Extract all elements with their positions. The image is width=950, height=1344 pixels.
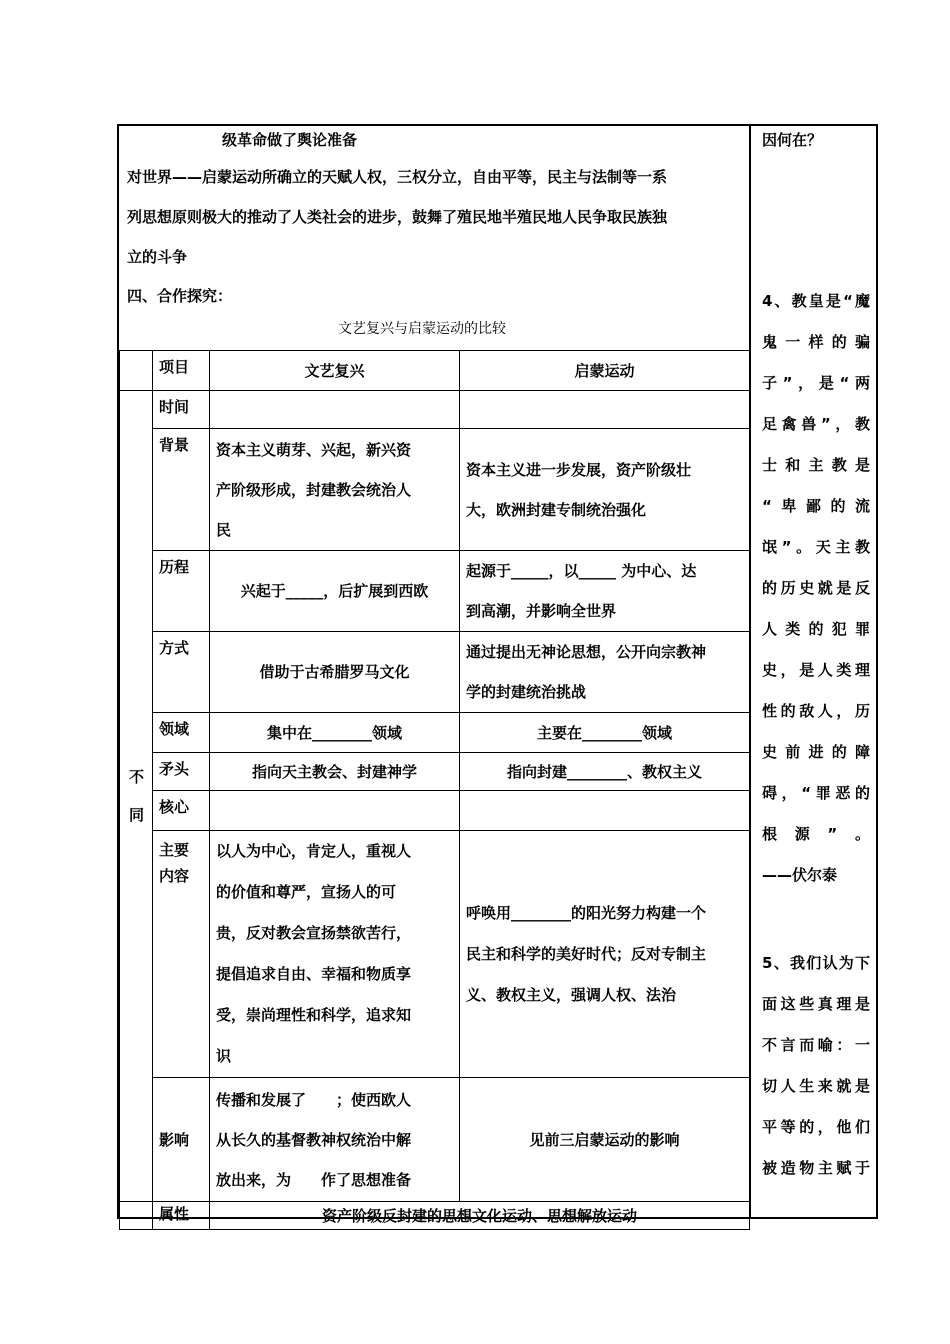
label-process: 历程: [153, 551, 210, 632]
intro-line-1: 级革命做了舆论准备: [222, 131, 358, 149]
row-process: [120, 551, 750, 632]
label-content: 主要 内容: [153, 831, 210, 1078]
cell-time-enlightenment: [460, 391, 750, 429]
group-label-different: 不同: [120, 391, 153, 1202]
header-blank-cell: [120, 351, 153, 391]
cell-field-enlightenment: 主要在________领域: [460, 713, 750, 753]
label-background: 背景: [153, 429, 210, 551]
cell-process-enlightenment: 起源于_____，以_____ 为中心、达 到高潮，并影响全世界: [460, 551, 750, 632]
cell-method-renaissance: 借助于古希腊罗马文化: [210, 632, 460, 713]
row-influence: [120, 1078, 750, 1202]
label-field: 领域: [153, 713, 210, 753]
table-header-row: [120, 351, 750, 391]
label-target: 矛头: [153, 753, 210, 791]
label-nature: 属性: [153, 1202, 210, 1230]
row-method: [120, 632, 750, 713]
row-field: [120, 713, 750, 753]
label-influence: 影响: [153, 1078, 210, 1202]
cell-field-renaissance: 集中在________领域: [210, 713, 460, 753]
cell-target-renaissance: 指向天主教会、封建神学: [210, 753, 460, 791]
sidebar-q4-author: ——伏尔泰: [762, 866, 838, 884]
header-enlightenment: 启蒙运动: [460, 351, 750, 391]
label-core: 核心: [153, 791, 210, 831]
cell-target-enlightenment: 指向封建________、教权主义: [460, 753, 750, 791]
row-core: [120, 791, 750, 831]
header-item: 项目: [153, 351, 210, 391]
intro-line-3: 列思想原则极大的推动了人类社会的进步，鼓舞了殖民地半殖民地人民争取民族独: [127, 208, 668, 226]
cell-method-enlightenment: 通过提出无神论思想，公开向宗教神 学的封建统治挑战: [460, 632, 750, 713]
comparison-title: 文艺复兴与启蒙运动的比较: [338, 321, 506, 337]
row-time: [120, 391, 750, 429]
cell-background-enlightenment: 资本主义进一步发展，资产阶级壮 大，欧洲封建专制统治强化: [460, 429, 750, 551]
label-time: 时间: [153, 391, 210, 429]
section-heading: 四、合作探究：: [127, 287, 233, 305]
label-method: 方式: [153, 632, 210, 713]
cell-nature-value: 资产阶级反封建的思想文化运动、思想解放运动: [210, 1202, 750, 1230]
cell-core-enlightenment: [460, 791, 750, 831]
cell-background-renaissance: 资本主义萌芽、兴起，新兴资 产阶级形成，封建教会统治人 民: [210, 429, 460, 551]
header-renaissance: 文艺复兴: [210, 351, 460, 391]
cell-content-renaissance: 以人为中心，肯定人，重视人 的价值和尊严，宣扬人的可 贵，反对教会宣扬禁欲苦行， 提倡追求自由、幸福和物质享 受，崇尚理性和科学，追求知 识: [210, 831, 460, 1078]
intro-line-4: 立的斗争: [127, 248, 188, 266]
comparison-table: [119, 350, 750, 1230]
nature-blank-cell: [120, 1202, 153, 1230]
cell-core-renaissance: [210, 791, 460, 831]
intro-line-2: 对世界——启蒙运动所确立的天赋人权，三权分立，自由平等，民主与法制等一系: [127, 168, 668, 186]
cell-influence-renaissance: 传播和发展了 ；使西欧人 从长久的基督教神权统治中解 放出来，为 作了思想准备: [210, 1078, 460, 1202]
cell-influence-enlightenment: 见前三启蒙运动的影响: [460, 1078, 750, 1202]
row-background: [120, 429, 750, 551]
cell-process-renaissance: 兴起于_____，后扩展到西欧: [210, 551, 460, 632]
row-content: [120, 831, 750, 1078]
cell-content-enlightenment: 呼唤用________的阳光努力构建一个 民主和科学的美好时代；反对专制主 义、教权主义，强调人权、法治: [460, 831, 750, 1078]
sidebar-q3-tail: 因何在？: [762, 131, 823, 149]
row-target: [120, 753, 750, 791]
cell-time-renaissance: [210, 391, 460, 429]
row-nature: [120, 1202, 750, 1230]
